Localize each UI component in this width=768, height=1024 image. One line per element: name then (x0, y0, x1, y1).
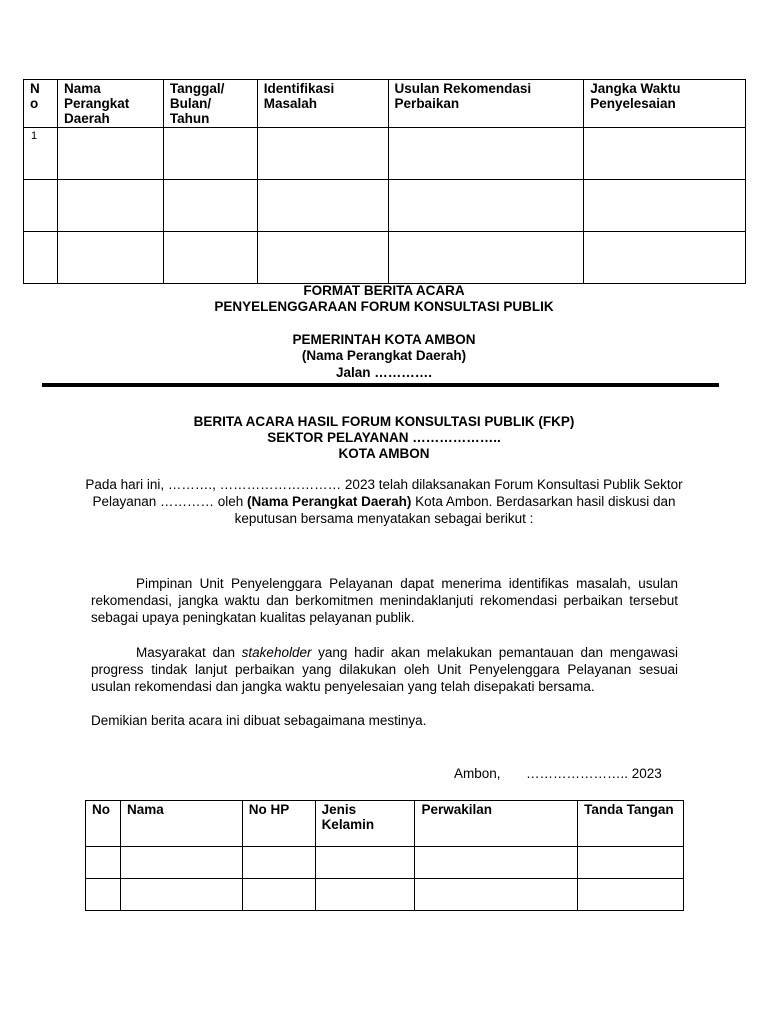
opening-paragraph (60, 476, 708, 527)
header-identifikasi-masalah: Identifikasi Masalah (257, 80, 388, 128)
closing-statement: Demikian berita acara ini dibuat sebagaimana mestinya. (91, 713, 427, 728)
table-cell (57, 128, 163, 180)
table-cell (578, 847, 684, 879)
table-header-row (24, 80, 746, 128)
opening-text-1: Pada hari ini, ………., ……………………… 2023 telah dilaksanakan Forum Konsultasi Publik Sektor Pelayanan ………… oleh (85, 477, 683, 509)
table-row (24, 180, 746, 232)
header-tanggal: Tanggal/ Bulan/ Tahun (163, 80, 257, 128)
header-nama: Nama (120, 801, 242, 847)
document-sector: SEKTOR PELAYANAN ……………….. (267, 430, 501, 445)
header-usulan-rekomendasi: Usulan Rekomendasi Perbaikan (388, 80, 584, 128)
table-row (86, 879, 684, 911)
paragraph-monitoring (91, 644, 678, 695)
table-cell (163, 232, 257, 284)
table-cell (24, 180, 58, 232)
table-cell (24, 232, 58, 284)
agency-name: (Nama Perangkat Daerah) (301, 348, 467, 363)
header-jenis-kelamin: Jenis Kelamin (315, 801, 415, 847)
government-name: PEMERINTAH KOTA AMBON (292, 332, 476, 347)
document-title: BERITA ACARA HASIL FORUM KONSULTASI PUBLIK (FKP) (193, 414, 575, 429)
table-row (86, 847, 684, 879)
table-cell (257, 180, 388, 232)
letterhead-divider (42, 383, 719, 387)
header-no: N o (24, 80, 58, 128)
table-cell (120, 879, 242, 911)
table-cell (584, 232, 746, 284)
table-cell (86, 847, 121, 879)
header-perwakilan: Perwakilan (415, 801, 578, 847)
table-header-row (86, 801, 684, 847)
place-date: ………………….. 2023 (526, 766, 662, 781)
table-cell (388, 180, 584, 232)
table-cell (242, 879, 315, 911)
header-no-hp: No HP (242, 801, 315, 847)
table-cell (415, 847, 578, 879)
address-line: Jalan …………. (335, 365, 433, 380)
table-cell (257, 232, 388, 284)
header-no: No (86, 801, 121, 847)
table-row (24, 232, 746, 284)
format-title: FORMAT BERITA ACARA (303, 283, 465, 298)
table-cell (584, 180, 746, 232)
table-cell (415, 879, 578, 911)
document-city: KOTA AMBON (338, 446, 430, 461)
table-cell (242, 847, 315, 879)
format-subtitle: PENYELENGGARAAN FORUM KONSULTASI PUBLIK (214, 299, 554, 314)
table-cell (163, 180, 257, 232)
attendance-table (85, 800, 684, 911)
header-jangka-waktu: Jangka Waktu Penyelesaian (584, 80, 746, 128)
table-cell (163, 128, 257, 180)
opening-agency-bold: (Nama Perangkat Daerah) (247, 494, 412, 509)
header-tanda-tangan: Tanda Tangan (578, 801, 684, 847)
monitoring-text-2: yang hadir akan melakukan pemantauan dan mengawasi progress tindak lanjut perbaikan yang dilakukan oleh Unit Penyelenggara Pelayanan sesuai usulan rekomendasi dan jangka waktu penyelesaian yang telah disepakati bersama. (91, 645, 678, 694)
table-cell (388, 232, 584, 284)
table-cell (584, 128, 746, 180)
table-cell (86, 879, 121, 911)
problem-table (23, 79, 746, 284)
table-cell (57, 232, 163, 284)
header-nama-perangkat-daerah: Nama Perangkat Daerah (57, 80, 163, 128)
opening-text-2: Kota Ambon. Berdasarkan hasil diskusi dan keputusan bersama menyatakan sebagai berikut : (234, 494, 676, 526)
monitoring-text-1: Masyarakat dan (136, 645, 242, 660)
table-cell (257, 128, 388, 180)
table-row (24, 128, 746, 180)
paragraph-commitment: Pimpinan Unit Penyelenggara Pelayanan dapat menerima identifikas masalah, usulan rekomendasi, jangka waktu dan berkomitmen menindaklanjuti rekomendasi perbaikan tersebut sebagai upaya peningkatan kualitas pelayanan publik. (91, 576, 678, 625)
place-city: Ambon, (454, 766, 501, 781)
table-cell (388, 128, 584, 180)
table-cell (315, 847, 415, 879)
table-cell (57, 180, 163, 232)
table-cell (120, 847, 242, 879)
table-cell (578, 879, 684, 911)
table-cell (315, 879, 415, 911)
stakeholder-italic: stakeholder (241, 645, 312, 660)
table-cell: 1 (24, 128, 58, 180)
